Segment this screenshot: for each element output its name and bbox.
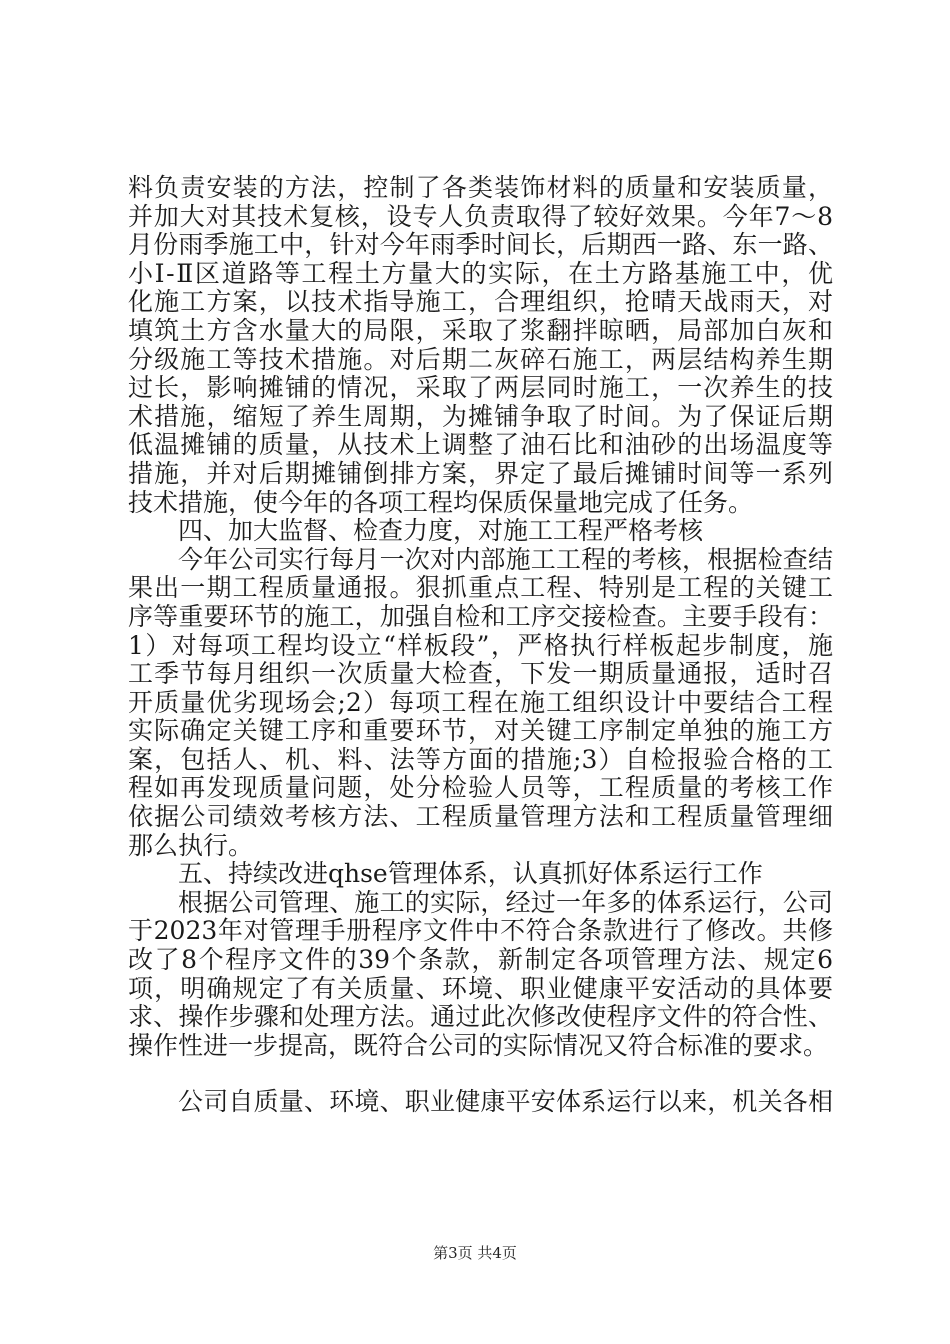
text-line: 那么执行。: [128, 830, 254, 860]
text-line: 1）对每项工程均设立“样板段”，严格执行样板起步制度，施: [128, 630, 833, 660]
text-line: 程如再发现质量问题，处分检验人员等，工程质量的考核工作: [128, 773, 833, 803]
text-line: 小Ⅰ-Ⅱ区道路等工程土方量大的实际，在土方路基施工中，优: [128, 258, 833, 288]
text-line: 过长，影响摊铺的情况，采取了两层同时施工，一次养生的技: [128, 373, 833, 403]
text-line: 求、操作步骤和处理方法。通过此次修改使程序文件的符合性、: [128, 1002, 833, 1032]
text-line: 月份雨季施工中，针对今年雨季时间长，后期西一路、东一路、: [128, 230, 833, 260]
text-line: 料负责安装的方法，控制了各类装饰材料的质量和安装质量，: [128, 173, 833, 202]
text-line: 技术措施，使今年的各项工程均保质保量地完成了任务。: [128, 487, 754, 517]
body-text: [128, 174, 833, 1117]
text-line: 五、持续改进qhse管理体系，认真抓好体系运行工作: [178, 859, 763, 889]
text-line: 公司自质量、环境、职业健康平安体系运行以来，机关各相: [178, 1087, 833, 1117]
text-line: 工季节每月组织一次质量大检查，下发一期质量通报，适时召: [128, 659, 833, 689]
text-line: 果出一期工程质量通报。狠抓重点工程、特别是工程的关键工: [128, 573, 833, 603]
text-line: 序等重要环节的施工，加强自检和工序交接检查。主要手段有：: [128, 601, 833, 631]
text-line: 案，包括人、机、料、法等方面的措施;3）自检报验合格的工: [128, 744, 833, 774]
text-line: 并加大对其技术复核，设专人负责取得了较好效果。今年7～8: [128, 201, 833, 231]
text-line: 四、加大监督、检查力度，对施工工程严格考核: [178, 516, 704, 546]
page-footer: 第3页 共4页: [433, 1244, 517, 1262]
text-line: 项，明确规定了有关质量、环境、职业健康平安活动的具体要: [128, 973, 833, 1003]
text-line: 于2023年对管理手册程序文件中不符合条款进行了修改。共修: [128, 916, 833, 946]
text-line: 依据公司绩效考核方法、工程质量管理方法和工程质量管理细: [128, 802, 833, 832]
text-line: 根据公司管理、施工的实际，经过一年多的体系运行，公司: [178, 887, 833, 917]
text-line: 改了8个程序文件的39个条款，新制定各项管理方法、规定6: [128, 945, 833, 975]
text-line: 分级施工等技术措施。对后期二灰碎石施工，两层结构养生期: [128, 344, 833, 374]
text-line: 低温摊铺的质量，从技术上调整了油石比和油砂的出场温度等: [128, 430, 833, 460]
text-line: 开质量优劣现场会;2）每项工程在施工组织设计中要结合工程: [128, 687, 833, 717]
text-line: 操作性进一步提高，既符合公司的实际情况又符合标准的要求。: [128, 1030, 829, 1060]
text-line: 填筑土方含水量大的局限，采取了浆翻拌晾晒，局部加白灰和: [128, 315, 833, 345]
text-line: 实际确定关键工序和重要环节，对关键工序制定单独的施工方: [128, 716, 833, 746]
text-line: 术措施，缩短了养生周期，为摊铺争取了时间。为了保证后期: [128, 401, 833, 431]
text-line: 今年公司实行每月一次对内部施工工程的考核，根据检查结: [178, 544, 833, 574]
paragraph-gap: [128, 1060, 833, 1088]
text-line: 措施，并对后期摊铺倒排方案，界定了最后摊铺时间等一系列: [128, 458, 833, 488]
text-line: 化施工方案，以技术指导施工，合理组织，抢晴天战雨天，对: [128, 287, 833, 317]
